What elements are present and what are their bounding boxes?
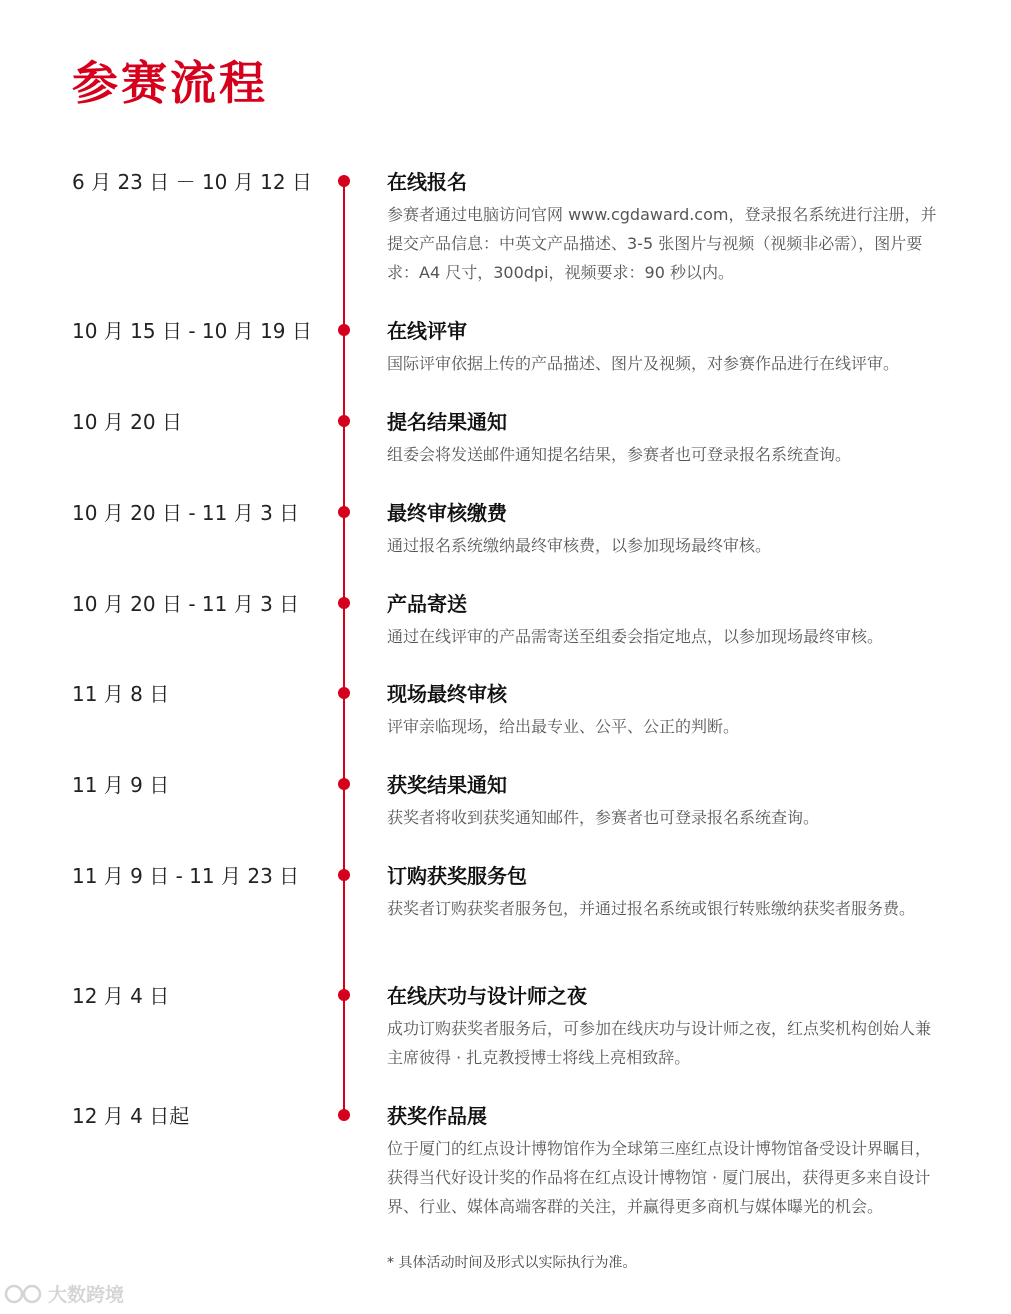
event-date: 10 月 15 日 - 10 月 19 日	[72, 319, 312, 343]
event-description: 通过在线评审的产品需寄送至组委会指定地点，以参加现场最终审核。	[387, 627, 884, 646]
event-title: 获奖作品展	[387, 1104, 487, 1128]
timeline-line	[343, 182, 345, 1114]
footnote: * 具体活动时间及形式以实际执行为准。	[387, 1255, 637, 1271]
event-date: 11 月 9 日	[72, 773, 170, 797]
timeline-dot-icon	[338, 597, 350, 609]
event-title: 最终审核缴费	[387, 501, 507, 525]
watermark	[4, 1280, 124, 1307]
timeline-dot-icon	[338, 175, 350, 187]
page-title: 参赛流程	[72, 56, 268, 110]
event-description: 国际评审依据上传的产品描述、图片及视频，对参赛作品进行在线评审。	[387, 354, 900, 373]
event-description: 成功订购获奖者服务后，可参加在线庆功与设计师之夜，红点奖机构创始人兼主席彼得 · 扎克教授博士将线上亮相致辞。	[387, 1019, 932, 1067]
event-date: 10 月 20 日 - 11 月 3 日	[72, 592, 300, 616]
event-title: 在线报名	[387, 170, 467, 194]
event-description: 参赛者通过电脑访问官网 www.cgdaward.com，登录报名系统进行注册，并提交产品信息：中英文产品描述、3-5 张图片与视频（视频非必需），图片要求：A4 尺寸，300dpi，视频要求：90 秒以内。	[387, 205, 937, 282]
event-body	[387, 773, 943, 832]
event-description: 组委会将发送邮件通知提名结果，参赛者也可登录报名系统查询。	[387, 445, 852, 464]
event-description: 获奖者订购获奖者服务包，并通过报名系统或银行转账缴纳获奖者服务费。	[387, 899, 916, 918]
event-date: 6 月 23 日 － 10 月 12 日	[72, 170, 312, 194]
event-description: 通过报名系统缴纳最终审核费，以参加现场最终审核。	[387, 536, 772, 555]
event-body	[387, 592, 943, 651]
timeline-dot-icon	[338, 506, 350, 518]
event-body	[387, 682, 943, 741]
watermark-text: 大数跨境	[48, 1284, 125, 1306]
event-body	[387, 984, 943, 1072]
event-body	[387, 501, 943, 560]
event-title: 现场最终审核	[387, 682, 507, 706]
event-title: 产品寄送	[387, 592, 467, 616]
event-title: 提名结果通知	[387, 410, 507, 434]
timeline-dot-icon	[338, 324, 350, 336]
watermark-logo-icon	[4, 1283, 44, 1305]
event-description: 位于厦门的红点设计博物馆作为全球第三座红点设计博物馆备受设计界瞩目，获得当代好设计奖的作品将在红点设计博物馆 · 厦门展出，获得更多来自设计界、行业、媒体高端客群的关注，并赢得更多商机与媒体曝光的机会。	[387, 1139, 932, 1216]
timeline-dot-icon	[338, 415, 350, 427]
event-description: 获奖者将收到获奖通知邮件，参赛者也可登录报名系统查询。	[387, 808, 820, 827]
timeline-dot-icon	[338, 687, 350, 699]
event-date: 10 月 20 日	[72, 410, 182, 434]
event-date: 10 月 20 日 - 11 月 3 日	[72, 501, 300, 525]
timeline-dot-icon	[338, 778, 350, 790]
event-title: 在线评审	[387, 319, 467, 343]
timeline-dot-icon	[338, 989, 350, 1001]
timeline-dot-icon	[338, 1109, 350, 1121]
event-title: 订购获奖服务包	[387, 864, 527, 888]
event-date: 12 月 4 日起	[72, 1104, 190, 1128]
event-title: 获奖结果通知	[387, 773, 507, 797]
event-body	[387, 864, 943, 923]
timeline-dot-icon	[338, 869, 350, 881]
event-body	[387, 1104, 943, 1221]
event-body	[387, 410, 943, 469]
event-date: 11 月 9 日 - 11 月 23 日	[72, 864, 300, 888]
event-body	[387, 170, 943, 287]
event-date: 12 月 4 日	[72, 984, 170, 1008]
event-description: 评审亲临现场，给出最专业、公平、公正的判断。	[387, 717, 740, 736]
event-body	[387, 319, 943, 378]
event-title: 在线庆功与设计师之夜	[387, 984, 587, 1008]
event-date: 11 月 8 日	[72, 682, 170, 706]
